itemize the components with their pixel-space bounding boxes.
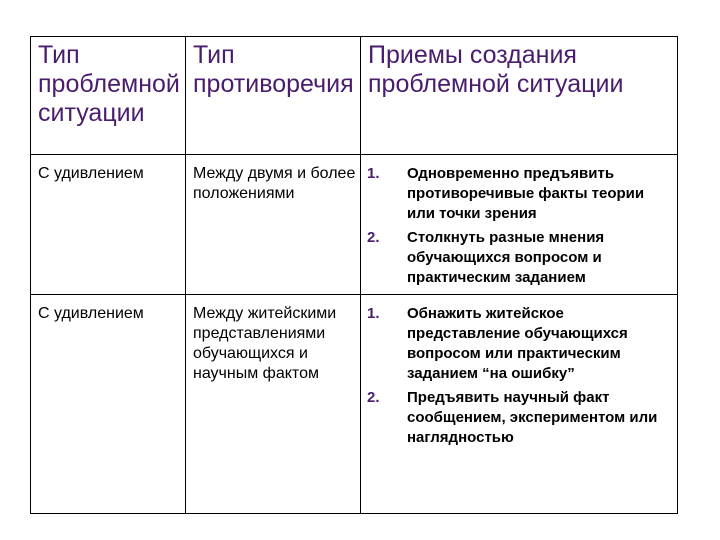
problem-situations-table <box>30 36 678 514</box>
table-header-row <box>31 37 678 155</box>
header-cell-contradiction-type <box>186 37 361 155</box>
item-number: 2. <box>367 229 380 246</box>
header-cell-situation-type <box>31 37 186 155</box>
item-text: Одновременно предъявить противоречивые факты теории или точки зрения <box>407 165 645 222</box>
list-item <box>367 228 673 288</box>
situation-text: С удивлением <box>38 165 144 182</box>
situation-cell <box>31 155 186 295</box>
item-text: Столкнуть разные мнения обучающихся вопросом и практическим заданием <box>407 229 605 286</box>
header-contradiction-type: Тип противоречия <box>193 41 354 98</box>
list-item <box>367 388 673 448</box>
contradiction-cell <box>186 155 361 295</box>
item-number: 2. <box>367 389 380 406</box>
item-text: Обнажить житейское представление обучающихся вопросом или практическим заданием “на ошибку” <box>407 305 628 382</box>
methods-cell <box>361 295 678 514</box>
item-number: 1. <box>367 165 380 182</box>
situation-text: С удивлением <box>38 305 144 322</box>
methods-list <box>361 295 677 448</box>
situation-cell <box>31 295 186 514</box>
methods-cell <box>361 155 678 295</box>
header-situation-type: Тип проблемной ситуации <box>38 41 180 127</box>
item-text: Предъявить научный факт сообщением, экспериментом или наглядностью <box>407 389 658 446</box>
header-methods: Приемы создания проблемной ситуации <box>368 41 624 98</box>
header-cell-methods <box>361 37 678 155</box>
contradiction-cell <box>186 295 361 514</box>
methods-list <box>361 155 677 288</box>
table-row <box>31 155 678 295</box>
contradiction-text: Между двумя и более положениями <box>193 165 356 202</box>
list-item <box>367 304 673 384</box>
contradiction-text: Между житейскими представлениями обучающихся и научным фактом <box>193 305 337 382</box>
table-row <box>31 295 678 514</box>
item-number: 1. <box>367 305 380 322</box>
list-item <box>367 164 673 224</box>
